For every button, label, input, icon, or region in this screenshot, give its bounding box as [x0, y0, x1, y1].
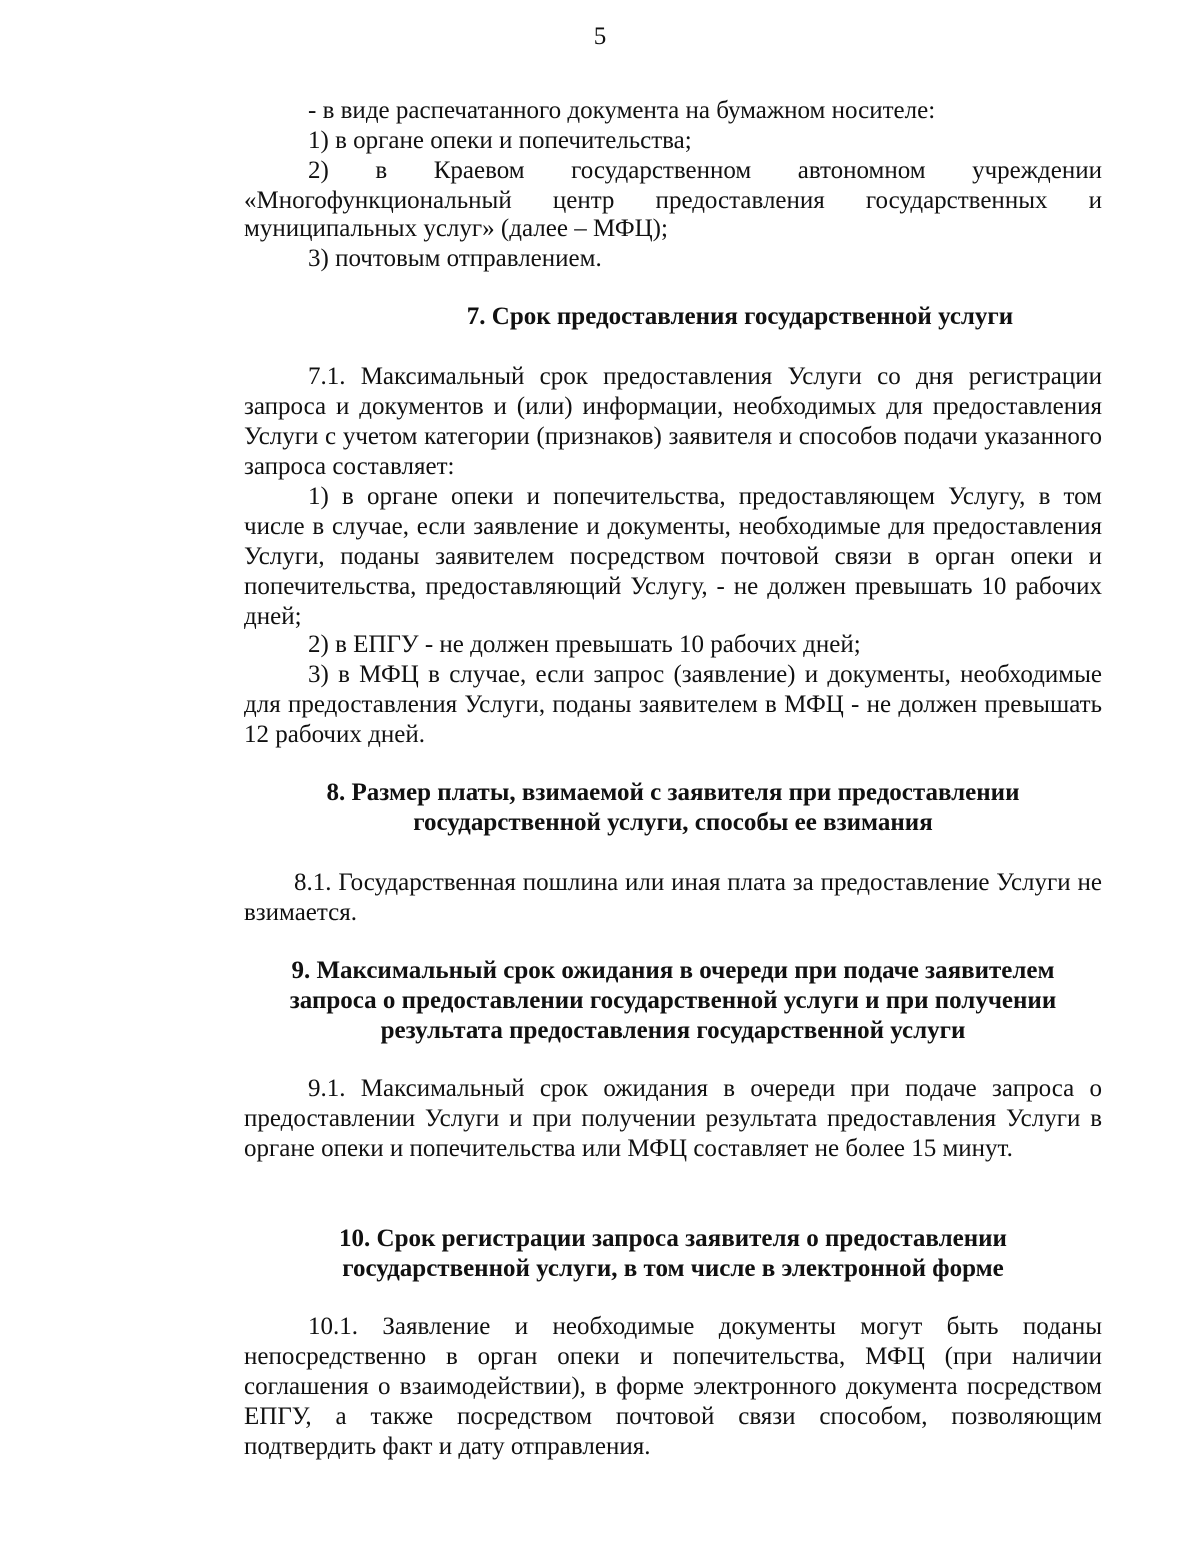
section-8-paragraph-1: 8.1. Государственная пошлина или иная плата за предоставление Услуги не взимается. [244, 869, 1102, 926]
intro-item-3: 3) почтовым отправлением. [308, 245, 602, 272]
section-8-heading-line-2: государственной услуги, способы ее взимания [413, 809, 933, 836]
intro-item-2-line-3: муниципальных услуг» (далее – МФЦ); [244, 215, 668, 242]
section-9-heading-line-2: запроса о предоставлении государственной услуги и при получении [289, 987, 1057, 1014]
page-number: 5 [593, 23, 607, 50]
section-9-heading-line-1: 9. Максимальный срок ожидания в очереди при подаче заявителем [291, 957, 1055, 984]
section-10-heading-line-2: государственной услуги, в том числе в электронной форме [342, 1255, 1004, 1282]
intro-item-2-line-1: 2) в Краевом государственном автономном учреждении [308, 157, 1102, 184]
section-7-paragraph-2: 1) в органе опеки и попечительства, предоставляющем Услугу, в том числе в случае, если заявление и документы, необходимые для предоставления Услуги, поданы заявителем посредством почтовой связи в орган опеки и попечительства, предоставляющий Услугу, - не должен превышать 10 рабочих дней; [244, 483, 1102, 630]
section-7-paragraph-1: 7.1. Максимальный срок предоставления Услуги со дня регистрации запроса и документов и (или) информации, необходимых для предоставления Услуги с учетом категории (признаков) заявителя и способов подачи указанного запроса составляет: [244, 363, 1102, 480]
section-8-heading-line-1: 8. Размер платы, взимаемой с заявителя при предоставлении [326, 779, 1020, 806]
section-7-heading: 7. Срок предоставления государственной услуги [466, 303, 1014, 330]
intro-item-1: 1) в органе опеки и попечительства; [308, 127, 692, 154]
section-9-paragraph-1: 9.1. Максимальный срок ожидания в очереди при подаче запроса о предоставлении Услуги и при получении результата предоставления Услуги в органе опеки и попечительства или МФЦ составляет не более 15 минут. [244, 1075, 1102, 1162]
section-10-paragraph-1: 10.1. Заявление и необходимые документы могут быть поданы непосредственно в орган опеки и попечительства, МФЦ (при наличии соглашения о взаимодействии), в форме электронного документа посредством ЕПГУ, а также посредством почтовой связи способом, позволяющим подтвердить факт и дату отправления. [244, 1313, 1102, 1460]
section-10-heading-line-1: 10. Срок регистрации запроса заявителя о предоставлении [339, 1225, 1007, 1252]
intro-item-2-line-2: «Многофункциональный центр предоставления государственных и [244, 187, 1102, 214]
intro-line: - в виде распечатанного документа на бумажном носителе: [308, 97, 936, 124]
section-7-paragraph-4: 3) в МФЦ в случае, если запрос (заявление) и документы, необходимые для предоставления Услуги, поданы заявителем в МФЦ - не должен превышать 12 рабочих дней. [244, 661, 1102, 748]
section-9-heading-line-3: результата предоставления государственной услуги [380, 1017, 966, 1044]
section-7-paragraph-3: 2) в ЕПГУ - не должен превышать 10 рабочих дней; [308, 631, 861, 658]
